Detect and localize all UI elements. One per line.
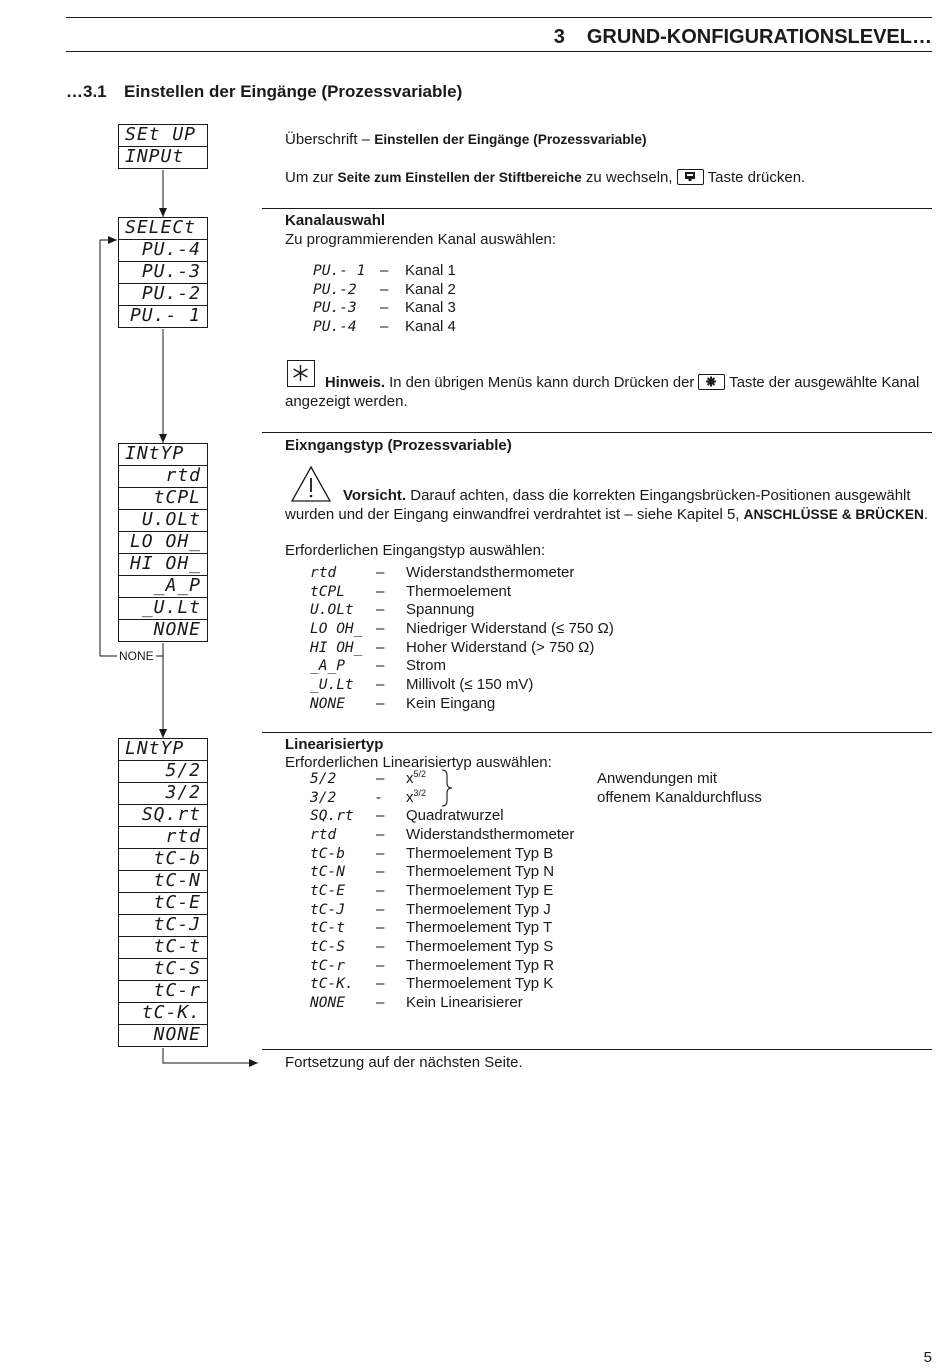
list-item-label-text: Hoher Widerstand (> 750 Ω)	[406, 638, 595, 656]
list-item-label	[406, 583, 511, 601]
channel-prompt: Zu programmierenden Kanal auswählen:	[285, 231, 556, 248]
display-cell: tC-K.	[119, 1003, 207, 1025]
display-cell: _A_P	[119, 576, 207, 598]
display-cell: tC-S	[119, 959, 207, 981]
linearisation-prompt: Erforderlichen Linearisiertyp auswählen:	[285, 754, 552, 771]
pin-pages-text-3: Taste drücken.	[707, 169, 806, 186]
list-item	[285, 882, 925, 900]
display-cell: tCPL	[119, 488, 207, 510]
list-item-code: tC-E	[310, 883, 345, 900]
page-number: 5	[923, 1349, 932, 1366]
list-item	[285, 695, 925, 713]
list-item	[285, 676, 925, 694]
list-item-dash: –	[376, 919, 385, 937]
list-item-label-text: Kanal 2	[405, 280, 456, 298]
list-item-code: rtd	[310, 827, 337, 843]
channel-title: Kanalauswahl	[285, 212, 386, 229]
display-cell: PU.-3	[119, 262, 207, 284]
note-text-1: In den übrigen Menüs kann durch Drücken der	[389, 375, 695, 391]
list-item-label	[406, 770, 426, 788]
list-item-label-text: Kanal 1	[405, 262, 456, 279]
list-item	[285, 281, 925, 299]
list-item-code: PU.- 1	[313, 263, 366, 279]
list-item-label	[406, 564, 574, 582]
list-item-dash: –	[376, 601, 385, 619]
list-item	[285, 601, 925, 619]
linearisation-title: Linearisiertyp	[285, 736, 384, 753]
list-item	[285, 975, 925, 993]
list-item-label	[406, 601, 474, 619]
display-cell: HI OH_	[119, 554, 207, 576]
list-item-label	[405, 262, 456, 280]
list-item-code: U.OLt	[310, 602, 354, 619]
caution-text-1: Darauf achten, dass die korrekten Eingangsbrücken-Positionen ausgewählt	[410, 487, 911, 504]
display-cell: LO OH_	[119, 532, 207, 554]
list-item-label-text: Strom	[406, 657, 447, 675]
list-item-code: tC-K.	[310, 976, 354, 993]
list-item-label-text: Thermoelement Typ E	[406, 882, 554, 900]
list-item	[285, 957, 925, 975]
list-item	[285, 863, 925, 881]
chapter-number: 3	[553, 26, 565, 48]
input-type-title: Eixngangstyp (Prozessvariable)	[285, 437, 512, 454]
display-cell: U.OLt	[119, 510, 207, 532]
list-item-label-text: Quadratwurzel	[406, 807, 504, 825]
pin-pages-text-2: zu wechseln,	[585, 169, 673, 186]
list-item-code: HI OH_	[310, 639, 363, 656]
list-item-label-text: Thermoelement Typ S	[406, 938, 554, 956]
display-cell: INPUt	[125, 147, 185, 167]
list-item-code: PU.-2	[313, 281, 357, 298]
flow-none-label: NONE	[119, 649, 154, 663]
section-number: …3.1	[66, 82, 107, 101]
list-item-label-text: x	[406, 770, 414, 787]
list-item-code: NONE	[310, 695, 345, 712]
heading-line	[285, 131, 647, 149]
list-item-label-text: Thermoelement Typ R	[406, 956, 555, 974]
list-item-dash: –	[376, 620, 385, 637]
list-item	[285, 262, 925, 280]
section-title: Einstellen der Eingänge (Prozessvariable)	[124, 82, 463, 101]
list-item-dash: –	[376, 657, 385, 675]
list-item-label-text: Thermoelement	[406, 582, 512, 600]
warning-triangle-icon	[290, 465, 332, 503]
display-cell: tC-r	[119, 981, 207, 1003]
list-item-label	[406, 994, 523, 1012]
list-item	[285, 807, 925, 825]
list-item-label	[406, 957, 554, 975]
list-item-dash: –	[376, 770, 385, 787]
list-item-dash: -	[376, 788, 381, 806]
list-item-superscript: 3/2	[413, 787, 427, 798]
pin-pages-line	[285, 169, 805, 187]
display-cell: tC-b	[119, 849, 207, 871]
note-text-2: Taste der ausgewählte Kanal	[729, 375, 920, 391]
list-item-label	[406, 807, 504, 825]
note-line-1	[325, 374, 919, 392]
list-item-label	[406, 975, 553, 993]
display-cell: LNtYP	[119, 739, 207, 761]
list-item-dash: –	[376, 938, 385, 956]
list-item-code: 3/2	[310, 789, 337, 806]
list-item-dash: –	[376, 863, 385, 881]
list-item-label	[406, 639, 594, 657]
pin-pages-bold: Seite zum Einstellen der Stiftbereiche	[337, 170, 582, 185]
list-item-label-text: Niedriger Widerstand (≤ 750 Ω)	[406, 620, 614, 637]
list-item-code: _U.Lt	[310, 677, 354, 694]
list-item-dash: –	[376, 882, 385, 900]
list-item-code: rtd	[310, 565, 337, 581]
list-item	[285, 826, 925, 844]
chapter-title: GRUND-KONFIGURATIONSLEVEL…	[586, 26, 932, 48]
caution-text-2: wurden und der Eingang einwandfrei verdrahtet ist – siehe Kapitel 5,	[285, 506, 740, 523]
flow-connectors	[0, 0, 270, 1080]
list-item-label	[406, 845, 553, 863]
list-item-label-text: Spannung	[406, 601, 475, 619]
list-item-label-text: Thermoelement Typ T	[406, 919, 553, 937]
list-item-code: tC-r	[310, 957, 345, 974]
list-item-label	[405, 299, 456, 317]
list-item	[285, 657, 925, 675]
heading-label: Überschrift –	[285, 131, 371, 148]
list-item-dash: –	[376, 582, 385, 600]
list-item-label-text: Thermoelement Typ K	[406, 975, 554, 993]
list-item-label	[406, 695, 495, 713]
list-item-code: LO OH_	[310, 621, 363, 637]
caution-line-2	[285, 506, 928, 524]
display-cell: NONE	[153, 620, 201, 640]
pin-pages-text-1: Um zur	[285, 169, 334, 186]
list-item	[285, 564, 925, 582]
section-rule-input-type	[262, 432, 932, 433]
list-item-code: tC-N	[310, 864, 345, 881]
list-item-dash: –	[376, 676, 385, 694]
display-cell: _U.Lt	[119, 598, 207, 620]
list-item-code: tC-S	[310, 939, 345, 956]
list-item-dash: –	[380, 318, 389, 335]
display-cell: 3/2	[119, 783, 207, 805]
list-item-label-text: Widerstandsthermometer	[406, 564, 575, 581]
display-cell: PU.- 1	[129, 306, 201, 326]
display-cell: PU.-2	[119, 284, 207, 306]
list-item-label	[406, 882, 553, 900]
flow-application-note-2: offenem Kanaldurchfluss	[597, 789, 762, 806]
list-item-dash: –	[380, 299, 389, 317]
list-item-label	[406, 620, 614, 638]
asterisk-key-icon	[698, 374, 725, 390]
list-item-code: _A_P	[310, 658, 345, 675]
list-item-dash: –	[380, 262, 389, 279]
list-item-dash: –	[376, 900, 385, 918]
note-line-2: angezeigt werden.	[285, 393, 408, 410]
list-item-code: SQ.rt	[310, 808, 354, 825]
curly-brace-icon	[440, 769, 456, 807]
list-item-dash: –	[376, 564, 385, 581]
list-item-dash: –	[376, 994, 385, 1012]
list-item-label	[406, 657, 446, 675]
display-cell: tC-t	[119, 937, 207, 959]
list-item-dash: –	[380, 280, 389, 298]
list-item-label	[406, 863, 554, 881]
display-cell: tC-N	[119, 871, 207, 893]
list-item	[285, 901, 925, 919]
list-item-label-text: Thermoelement Typ B	[406, 844, 554, 862]
caution-title: Vorsicht.	[343, 487, 407, 504]
list-item-dash: –	[376, 826, 385, 843]
display-cell: tC-E	[119, 893, 207, 915]
list-item-code: tC-J	[310, 901, 345, 918]
list-item-label-text: Kein Eingang	[406, 694, 496, 712]
list-item-dash: –	[376, 844, 385, 862]
list-item-label	[406, 676, 533, 694]
list-item-label	[405, 281, 456, 299]
list-item-label-text: Thermoelement Typ J	[406, 900, 551, 918]
list-item-label-text: x	[406, 788, 414, 806]
list-item	[285, 919, 925, 937]
section-rule-continuation	[262, 1049, 932, 1050]
list-item-code: tC-t	[310, 920, 345, 937]
display-cell: SQ.rt	[119, 805, 207, 827]
display-cell: NONE	[153, 1025, 201, 1045]
heading-bold: Einstellen der Eingänge (Prozessvariable)	[374, 132, 647, 147]
list-item-code: tC-b	[310, 845, 345, 862]
display-cell: SEt UP	[119, 125, 207, 147]
list-item-dash: –	[376, 975, 385, 993]
list-item-label	[406, 901, 551, 919]
list-item	[285, 938, 925, 956]
note-title: Hinweis.	[325, 375, 386, 391]
list-item-code: 5/2	[310, 771, 337, 787]
flow-arrow-continue	[163, 1048, 258, 1063]
asterisk-note-icon	[287, 360, 315, 387]
page-key-icon	[677, 169, 704, 185]
list-item-label-text: Kein Linearisierer	[406, 994, 523, 1012]
caution-end: .	[923, 506, 929, 523]
display-cell: tC-J	[119, 915, 207, 937]
list-item	[285, 583, 925, 601]
list-item-label	[406, 938, 553, 956]
section-rule-channel	[262, 208, 932, 209]
input-type-prompt: Erforderlichen Eingangstyp auswählen:	[285, 542, 546, 559]
display-cell: PU.-4	[119, 240, 207, 262]
list-item-label	[406, 919, 552, 937]
list-item	[285, 845, 925, 863]
list-item	[285, 994, 925, 1012]
caution-reference: ANSCHLÜSSE & BRÜCKEN	[743, 507, 924, 522]
display-cell: rtd	[119, 466, 207, 488]
list-item-label	[406, 826, 574, 844]
display-cell: INtYP	[119, 444, 207, 466]
display-cell: 5/2	[119, 761, 207, 783]
list-item-label-text: Kanal 3	[405, 299, 456, 317]
list-item-dash: –	[376, 694, 385, 712]
list-item-label	[406, 789, 426, 807]
display-cell: SELECt	[119, 218, 207, 240]
list-item-label-text: Millivolt (≤ 150 mV)	[406, 676, 534, 694]
list-item-label-text: Thermoelement Typ N	[406, 863, 555, 881]
list-item-dash: –	[376, 956, 385, 974]
list-item-code: NONE	[310, 995, 345, 1012]
list-item-dash: –	[376, 807, 385, 825]
display-cell: rtd	[119, 827, 207, 849]
list-item-label-text: Kanal 4	[405, 318, 456, 335]
list-item	[285, 318, 925, 336]
list-item-dash: –	[376, 638, 385, 656]
list-item	[285, 639, 925, 657]
continuation-note: Fortsetzung auf der nächsten Seite.	[285, 1054, 523, 1071]
list-item	[285, 299, 925, 317]
list-item-superscript: 5/2	[413, 769, 427, 779]
list-item-label-text: Widerstandsthermometer	[406, 826, 575, 843]
caution-line-1	[343, 487, 911, 505]
list-item-code: PU.-3	[313, 300, 357, 317]
list-item-label	[405, 318, 456, 336]
section-rule-linearisation	[262, 732, 932, 733]
list-item-code: tCPL	[310, 583, 345, 600]
list-item-code: PU.-4	[313, 319, 357, 335]
list-item	[285, 620, 925, 638]
flow-application-note-1: Anwendungen mit	[597, 770, 718, 787]
flow-loop-none-to-select	[100, 240, 117, 656]
